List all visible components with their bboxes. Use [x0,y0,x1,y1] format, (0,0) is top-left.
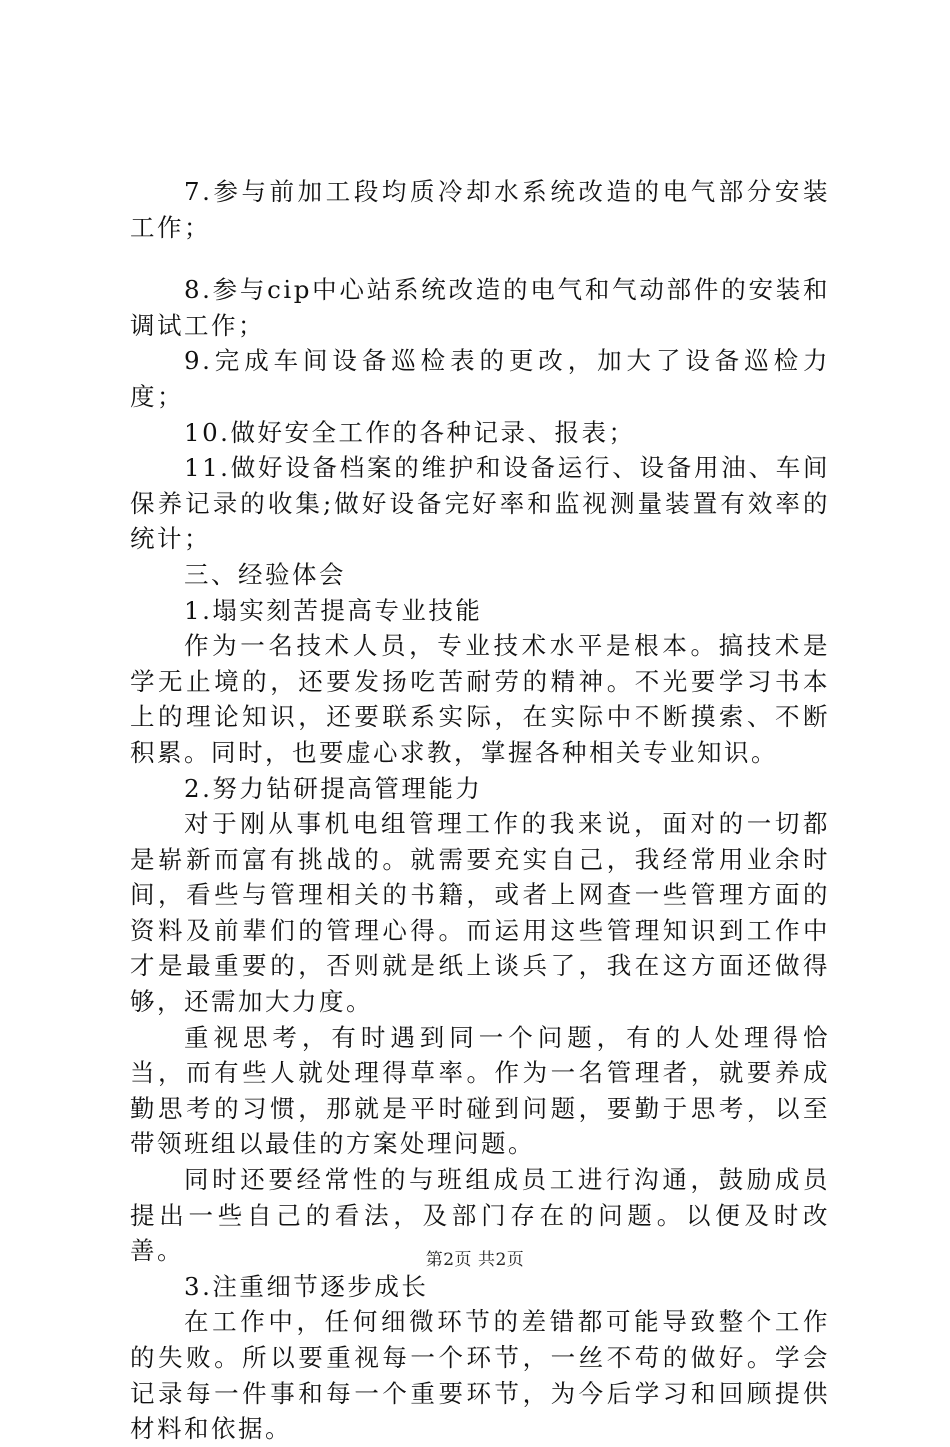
subheading-skills: 1.塌实刻苦提高专业技能 [184,595,483,625]
section-heading-experience: 三、经验体会 [184,559,346,589]
list-item-10: 10.做好安全工作的各种记录、报表； [184,417,636,447]
list-item-9: 9.完成车间设备巡检表的更改，加大了设备巡检力度； [130,346,830,411]
subheading-details: 3.注重细节逐步成长 [184,1271,429,1301]
subheading-management: 2.努力钻研提高管理能力 [184,773,483,803]
list-item-8: 8.参与cip中心站系统改造的电气和气动部件的安装和调试工作； [130,275,830,340]
list-item-11: 11.做好设备档案的维护和设备运行、设备用油、车间保养记录的收集;做好设备完好率和监视测量装置有效率的统计； [130,453,830,554]
paragraph-skills: 作为一名技术人员，专业技术水平是根本。搞技术是学无止境的，还要发扬吃苦耐劳的精神。不光要学习书本上的理论知识，还要联系实际，在实际中不断摸索、不断积累。同时，也要虚心求教，掌握各种相关专业知识。 [130,631,830,767]
list-item-7: 7.参与前加工段均质冷却水系统改造的电气部分安装工作； [130,177,830,242]
paragraph-details: 在工作中，任何细微环节的差错都可能导致整个工作的失败。所以要重视每一个环节，一丝不苟的做好。学会记录每一件事和每一个重要环节，为今后学习和回顾提供材料和依据。 [130,1307,830,1444]
paragraph-thinking: 重视思考，有时遇到同一个问题，有的人处理得恰当，而有些人就处理得草率。作为一名管理者，就要养成勤思考的习惯，那就是平时碰到问题，要勤于思考，以至带领班组以最佳的方案处理问题。 [130,1022,830,1159]
paragraph-communication: 同时还要经常性的与班组成员工进行沟通，鼓励成员提出一些自己的看法，及部门存在的问题。以便及时改善。 [130,1165,830,1266]
page-number: 第2页 共2页 [425,1250,525,1270]
paragraph-management: 对于刚从事机电组管理工作的我来说，面对的一切都是崭新而富有挑战的。就需要充实自己，我经常用业余时间，看些与管理相关的书籍，或者上网查一些管理方面的资料及前辈们的管理心得。而运用这些管理知识到工作中才是最重要的，否则就是纸上谈兵了，我在这方面还做得够，还需加大力度。 [130,809,830,1017]
